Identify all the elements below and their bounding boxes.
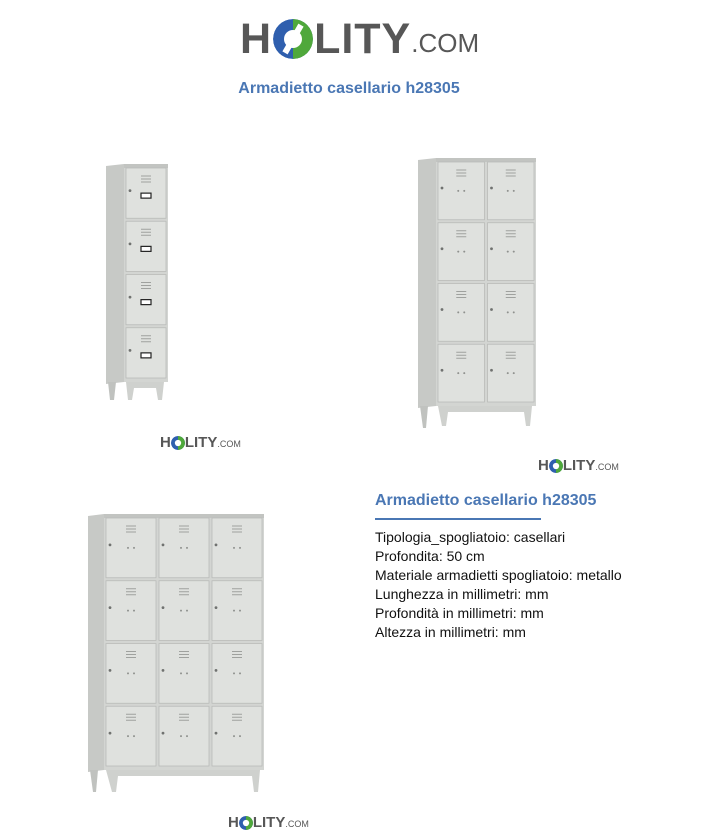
locker-door — [212, 644, 262, 704]
locker-door — [126, 275, 166, 325]
logo-domain: .COM — [595, 462, 619, 472]
door-hinge-dot — [513, 311, 515, 313]
door-hinge-dot — [180, 610, 182, 612]
lock-icon — [215, 669, 218, 672]
lock-icon — [215, 543, 218, 546]
door-hinge-dot — [133, 610, 135, 612]
door-hinge-dot — [186, 735, 188, 737]
logo-o-icon — [549, 459, 563, 473]
lock-icon — [215, 732, 218, 735]
door-hinge-dot — [463, 190, 465, 192]
door-hinge-dot — [239, 672, 241, 674]
logo-letters-lity: LITY — [184, 434, 218, 451]
lock-icon — [441, 369, 444, 372]
door-hinge-dot — [127, 610, 129, 612]
locker-door — [126, 328, 166, 378]
logo-domain: .COM — [285, 819, 309, 829]
lock-icon — [441, 308, 444, 311]
locker-door — [438, 284, 485, 342]
locker-door — [159, 706, 209, 766]
locker-door — [438, 162, 485, 220]
lock-icon — [162, 606, 165, 609]
lock-icon — [162, 543, 165, 546]
locker-door — [212, 581, 262, 641]
locker-door — [212, 518, 262, 578]
logo-o-icon — [239, 816, 253, 830]
locker-door — [488, 344, 535, 402]
lock-icon — [129, 296, 132, 299]
door-hinge-dot — [133, 672, 135, 674]
spec-item: Profondita: 50 cm — [375, 548, 485, 564]
door-hinge-dot — [186, 610, 188, 612]
lock-icon — [490, 247, 493, 250]
logo-letters-lity: LITY — [314, 14, 412, 63]
lock-icon — [490, 369, 493, 372]
door-hinge-dot — [180, 547, 182, 549]
door-hinge-dot — [186, 672, 188, 674]
holity-watermark-1 — [160, 434, 241, 451]
locker-image-2-column — [414, 156, 542, 441]
door-hinge-dot — [507, 251, 509, 253]
lock-icon — [109, 543, 112, 546]
door-hinge-dot — [463, 311, 465, 313]
door-hinge-dot — [513, 372, 515, 374]
door-hinge-dot — [463, 372, 465, 374]
lock-icon — [490, 187, 493, 190]
door-hinge-dot — [513, 190, 515, 192]
holity-watermark-2 — [538, 457, 619, 474]
door-hinge-dot — [507, 190, 509, 192]
locker-door — [126, 168, 166, 218]
door-hinge-dot — [180, 672, 182, 674]
door-hinge-dot — [239, 735, 241, 737]
logo-domain: .COM — [217, 439, 241, 449]
door-hinge-dot — [233, 735, 235, 737]
locker-door — [488, 284, 535, 342]
title-underline — [375, 518, 541, 520]
door-hinge-dot — [233, 672, 235, 674]
door-hinge-dot — [133, 735, 135, 737]
lock-icon — [109, 732, 112, 735]
locker-door — [106, 518, 156, 578]
locker-door — [106, 581, 156, 641]
label-holder — [141, 300, 151, 305]
door-hinge-dot — [180, 735, 182, 737]
door-hinge-dot — [457, 190, 459, 192]
locker-door — [159, 644, 209, 704]
lock-icon — [109, 606, 112, 609]
spec-item: Lunghezza in millimetri: mm — [375, 586, 549, 602]
spec-item: Materiale armadietti spogliatoio: metallo — [375, 567, 622, 583]
lock-icon — [109, 669, 112, 672]
locker-door — [488, 223, 535, 281]
spec-item: Altezza in millimetri: mm — [375, 624, 526, 640]
door-hinge-dot — [457, 372, 459, 374]
logo-letters-lity: LITY — [252, 814, 286, 831]
locker-door — [126, 221, 166, 271]
door-hinge-dot — [127, 547, 129, 549]
door-hinge-dot — [233, 547, 235, 549]
locker-door — [438, 223, 485, 281]
page-title: Armadietto casellario h28305 — [238, 80, 460, 97]
lock-icon — [129, 349, 132, 352]
logo-o-icon — [171, 436, 185, 450]
locker-image-1-column — [100, 160, 175, 411]
spec-item: Tipologia_spogliatoio: casellari — [375, 529, 566, 545]
door-hinge-dot — [507, 311, 509, 313]
door-hinge-dot — [239, 547, 241, 549]
logo-o-icon — [273, 19, 313, 59]
lock-icon — [129, 189, 132, 192]
label-holder — [141, 193, 151, 198]
lock-icon — [162, 732, 165, 735]
spec-list — [375, 528, 622, 642]
lock-icon — [162, 669, 165, 672]
door-hinge-dot — [133, 547, 135, 549]
lock-icon — [490, 308, 493, 311]
door-hinge-dot — [239, 610, 241, 612]
holity-watermark-3 — [228, 814, 309, 831]
spec-item: Profondità in millimetri: mm — [375, 605, 544, 621]
door-hinge-dot — [186, 547, 188, 549]
lock-icon — [215, 606, 218, 609]
locker-door — [438, 344, 485, 402]
logo-letter-h: H — [538, 457, 549, 474]
lock-icon — [441, 187, 444, 190]
product-title: Armadietto casellario h28305 — [375, 492, 597, 509]
locker-door — [212, 706, 262, 766]
locker-door — [488, 162, 535, 220]
locker-door — [159, 518, 209, 578]
door-hinge-dot — [507, 372, 509, 374]
door-hinge-dot — [457, 311, 459, 313]
logo-domain: .COM — [411, 27, 480, 58]
lock-icon — [129, 242, 132, 245]
logo-letter-h: H — [240, 14, 273, 63]
logo-letter-h: H — [228, 814, 239, 831]
door-hinge-dot — [463, 251, 465, 253]
locker-door — [159, 581, 209, 641]
lock-icon — [441, 247, 444, 250]
door-hinge-dot — [127, 672, 129, 674]
locker-door — [106, 706, 156, 766]
logo-letters-lity: LITY — [562, 457, 596, 474]
locker-door — [106, 644, 156, 704]
holity-logo[interactable] — [240, 14, 479, 64]
label-holder — [141, 353, 151, 358]
label-holder — [141, 246, 151, 251]
logo-letter-h: H — [160, 434, 171, 451]
door-hinge-dot — [233, 610, 235, 612]
door-hinge-dot — [513, 251, 515, 253]
door-hinge-dot — [457, 251, 459, 253]
door-hinge-dot — [127, 735, 129, 737]
locker-image-3-column — [84, 512, 270, 805]
